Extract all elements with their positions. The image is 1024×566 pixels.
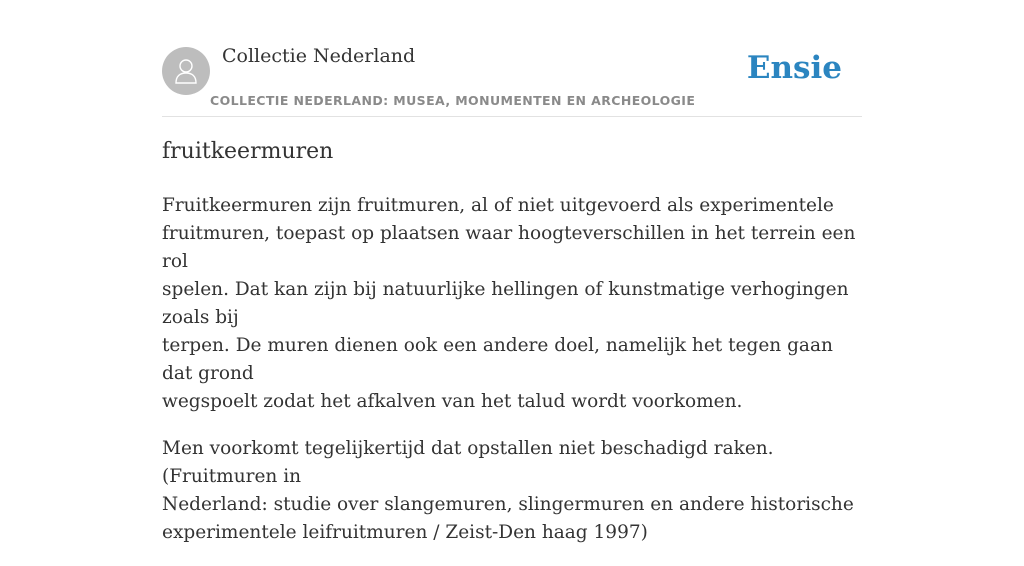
definition-paragraph: Fruitkeermuren zijn fruitmuren, al of niet uitgevoerd als experimentele fruitmuren, toepast op plaatsen waar hoogteverschillen in het terrein een rol spelen. Dat kan zijn bij natuurlijke hellingen of kunstmatige verhogingen zoals bij terpen. De muren dienen ook een andere doel, namelijk het tegen gaan dat grond wegspoelt zodat het afkalven van het talud wordt voorkomen. <box>162 195 856 412</box>
ensie-logo[interactable]: Ensie <box>746 50 842 86</box>
source-header <box>162 0 862 117</box>
definition-paragraph: Men voorkomt tegelijkertijd dat opstallen niet beschadigd raken. (Fruitmuren in Nederland: studie over slangemuren, slingermuren en andere historische experimentele leifruitmuren / Zeist-Den haag 1997) <box>162 438 854 543</box>
author-name[interactable]: Collectie Nederland <box>222 45 416 67</box>
term-title: fruitkeermuren <box>162 139 334 164</box>
definition-body <box>162 192 866 566</box>
user-icon <box>171 56 201 86</box>
source-title[interactable]: COLLECTIE NEDERLAND: MUSEA, MONUMENTEN EN ARCHEOLOGIE <box>210 93 696 108</box>
avatar[interactable] <box>162 47 210 95</box>
